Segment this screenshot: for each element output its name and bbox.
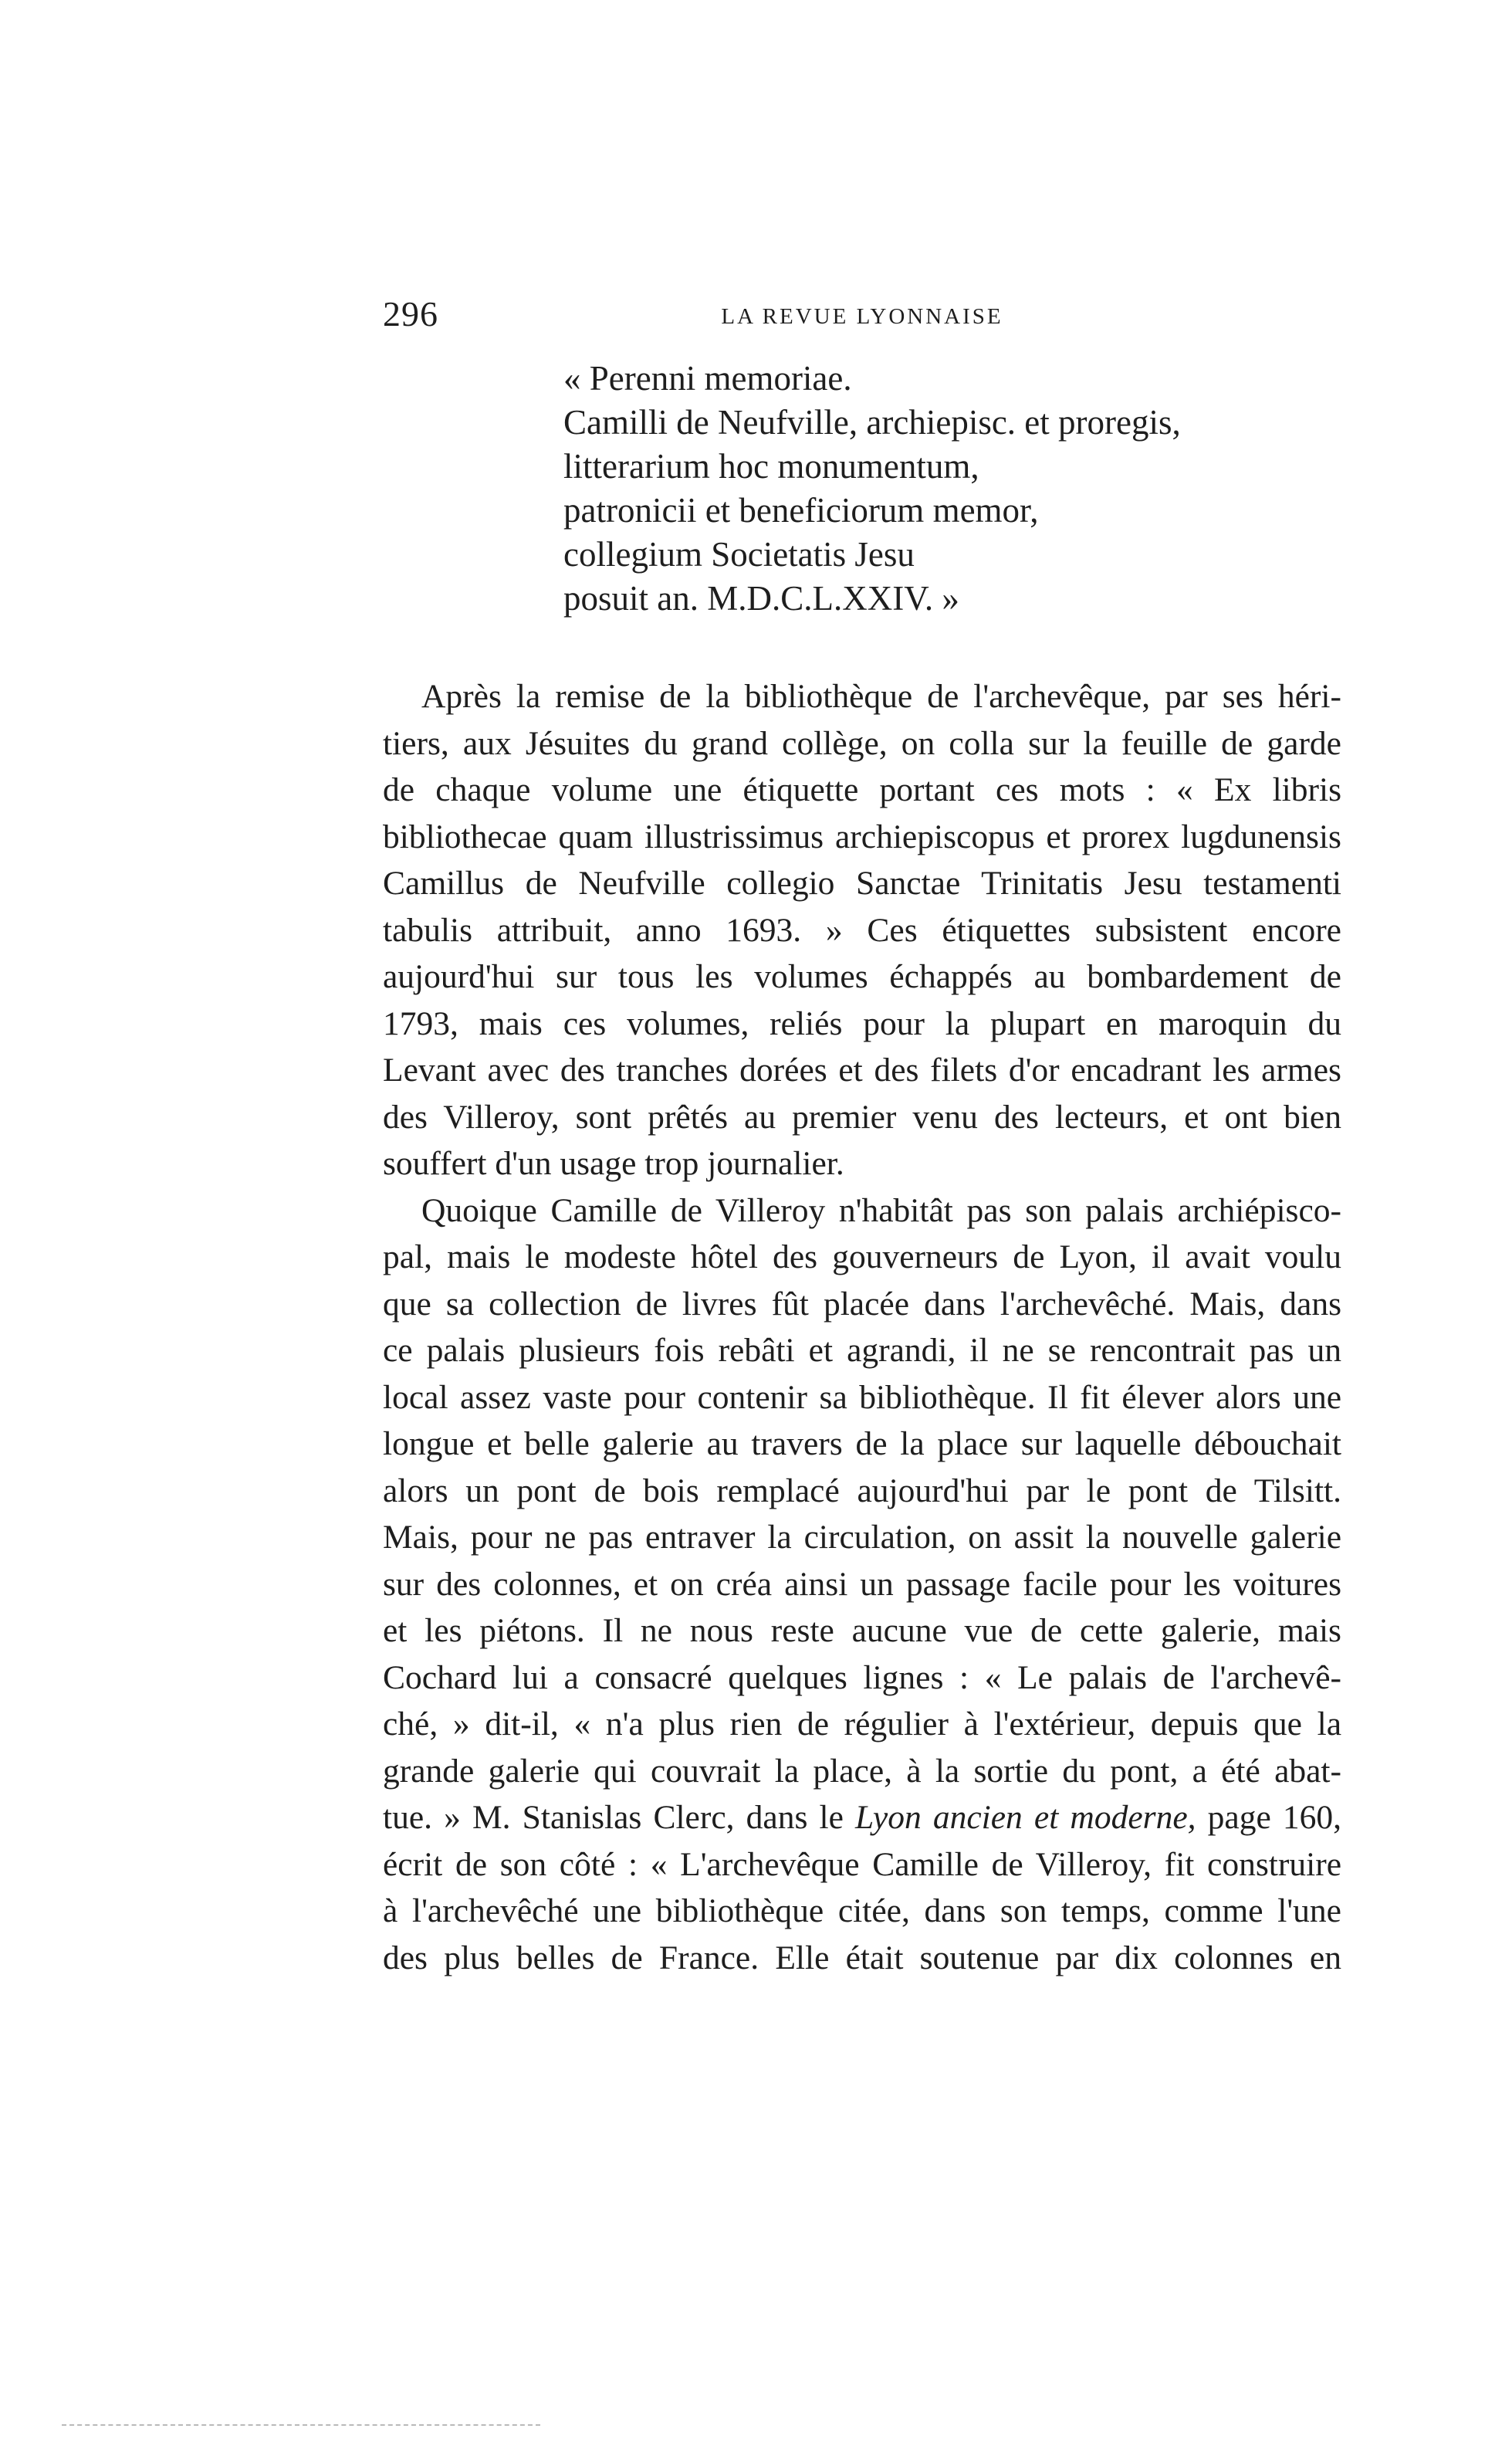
text-line: souffert d'un usage trop journalier.: [383, 1145, 844, 1182]
text-line: écrit de son côté : « L'archevêque Camille de Villeroy, fit construire: [383, 1845, 1341, 1883]
text-line: pal, mais le modeste hôtel des gouverneurs de Lyon, il avait voulu: [383, 1238, 1341, 1275]
text-line: local assez vaste pour contenir sa bibliothèque. Il fit élever alors une: [383, 1378, 1341, 1416]
text-line: alors un pont de bois remplacé aujourd'hui par le pont de Tilsitt.: [383, 1472, 1341, 1509]
inscription-line: collegium Societatis Jesu: [563, 535, 915, 574]
text-line: Cochard lui a consacré quelques lignes : « Le palais de l'archevê-: [383, 1658, 1341, 1696]
running-title: LA REVUE LYONNAISE: [721, 304, 1003, 329]
text-span: tue. » M. Stanislas Clerc, dans le: [383, 1799, 856, 1836]
paragraph-2: [383, 1187, 1341, 1982]
text-line-with-italic-title: [383, 1794, 1341, 1841]
text-span: page 160,: [1196, 1799, 1341, 1836]
inscription-line: Camilli de Neufville, archiepisc. et proregis,: [563, 403, 1181, 442]
text-line: longue et belle galerie au travers de la place sur laquelle débouchait: [383, 1425, 1341, 1462]
body-text: [383, 673, 1341, 1981]
text-line: Quoique Camille de Villeroy n'habitât pas son palais archiépisco-: [421, 1191, 1341, 1229]
text-line: Levant avec des tranches dorées et des filets d'or encadrant les armes: [383, 1052, 1341, 1089]
text-line: bibliothecae quam illustrissimus archiepiscopus et prorex lugdunensis: [383, 818, 1341, 855]
inscription-line: litterarium hoc monumentum,: [563, 447, 979, 486]
italic-book-title: Lyon ancien et moderne,: [855, 1799, 1196, 1836]
text-line: Camillus de Neufville collegio Sanctae Trinitatis Jesu testamenti: [383, 865, 1341, 902]
page-number: 296: [383, 294, 438, 334]
paragraph-1: [383, 673, 1341, 1187]
text-line: aujourd'hui sur tous les volumes échappés au bombardement de: [383, 958, 1341, 995]
text-line: tabulis attribuit, anno 1693. » Ces étiquettes subsistent encore: [383, 911, 1341, 949]
text-line: ché, » dit-il, « n'a plus rien de régulier à l'extérieur, depuis que la: [383, 1705, 1341, 1743]
page-header: [383, 293, 1341, 347]
text-line: à l'archevêché une bibliothèque citée, dans son temps, comme l'une: [383, 1892, 1341, 1929]
text-line: sur des colonnes, et on créa ainsi un passage facile pour les voitures: [383, 1565, 1341, 1603]
text-line: 1793, mais ces volumes, reliés pour la plupart en maroquin du: [383, 1004, 1341, 1042]
text-line: que sa collection de livres fût placée dans l'archevêché. Mais, dans: [383, 1285, 1341, 1323]
text-line: et les piétons. Il ne nous reste aucune vue de cette galerie, mais: [383, 1612, 1341, 1649]
latin-inscription: [563, 357, 1335, 621]
text-line: de chaque volume une étiquette portant ces mots : « Ex libris: [383, 771, 1341, 808]
text-line: des Villeroy, sont prêtés au premier venu des lecteurs, et ont bien: [383, 1098, 1341, 1136]
text-line: ce palais plusieurs fois rebâti et agrandi, il ne se rencontrait pas un: [383, 1332, 1341, 1369]
inscription-line: posuit an. M.D.C.L.XXIV. »: [563, 579, 959, 618]
text-line: grande galerie qui couvrait la place, à la sortie du pont, a été abat-: [383, 1752, 1341, 1790]
text-line: tiers, aux Jésuites du grand collège, on colla sur la feuille de garde: [383, 724, 1341, 762]
scan-edge-rule: [62, 2424, 540, 2426]
inscription-line: « Perenni memoriae.: [563, 359, 852, 398]
text-line: des plus belles de France. Elle était soutenue par dix colonnes en: [383, 1939, 1341, 1976]
text-line: Mais, pour ne pas entraver la circulation, on assit la nouvelle galerie: [383, 1519, 1341, 1556]
inscription-line: patronicii et beneficiorum memor,: [563, 491, 1039, 530]
text-line: Après la remise de la bibliothèque de l'archevêque, par ses héri-: [421, 678, 1341, 715]
